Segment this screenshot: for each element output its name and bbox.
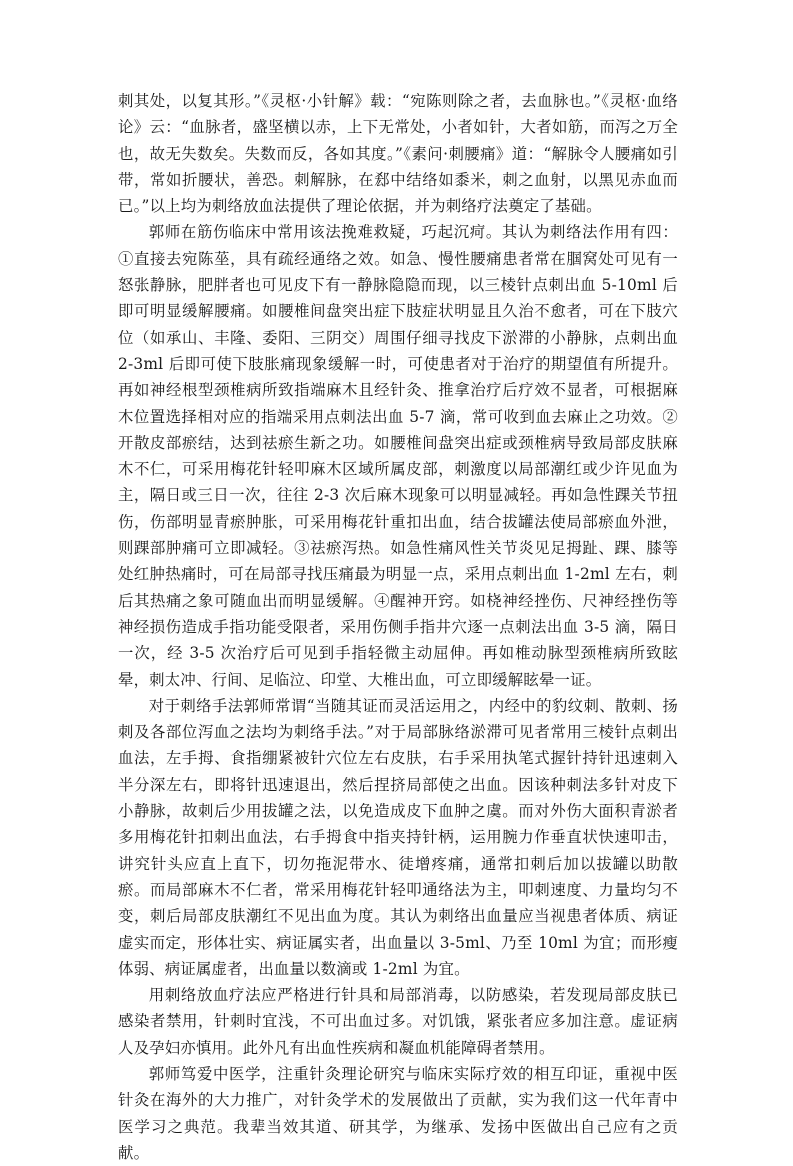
paragraph-four-effects: 郭师在筋伤临床中常用该法挽难救疑，巧起沉疴。其认为刺络法作用有四：①直接去宛陈莝，具有疏经通络之效。如急、慢性腰痛患者常在腘窝处可见有一怒张静脉，肥胖者也可见皮下有一静脉隐隐而现，以三棱针点刺出血 5-10ml 后即可明显缓解腰痛。如腰椎间盘突出症下肢症状明显且久治不愈者，可在下肢穴位（如承山、丰隆、委阳、三阴交）周围仔细寻找皮下淤滞的小静脉，点刺出血 2-3ml 后即可使下肢胀痛现象缓解一时，可使患者对于治疗的期望值有所提升。再如神经根型颈椎病所致指端麻木且经针灸、推拿治疗后疗效不显者，可根据麻木位置选择相对应的指端采用点刺法出血 5-7 滴，常可收到血去麻止之功效。②开散皮部瘀结，达到祛瘀生新之功。如腰椎间盘突出症或颈椎病导致局部皮肤麻木不仁，可采用梅花针轻叩麻木区域所属皮部，刺激度以局部潮红或少许见血为主，隔日或三日一次，往往 2-3 次后麻木现象可以明显减轻。再如急性踝关节扭伤，伤部明显青瘀肿胀，可采用梅花针重扣出血，结合拔罐法使局部瘀血外泄，则踝部肿痛可立即减轻。③祛瘀泻热。如急性痛风性关节炎见足拇趾、踝、膝等处红肿热痛时，可在局部寻找压痛最为明显一点，采用点刺出血 1-2ml 左右，刺后其热痛之象可随血出而明显缓解。④醒神开窍。如桡神经挫伤、尺神经挫伤等神经损伤造成手指功能受限者，采用伤侧手指井穴逐一点刺法出血 3-5 滴，隔日一次，经 3-5 次治疗后可见到手指轻微主动屈伸。再如椎动脉型颈椎病所致眩晕，刺太冲、行间、足临泣、印堂、大椎出血，可立即缓解眩晕一证。 xyxy=(118,223,678,689)
document-page xyxy=(118,88,678,1166)
paragraph-precautions: 用刺络放血疗法应严格进行针具和局部消毒，以防感染，若发现局部皮肤已感染者禁用，针刺时宜浅，不可出血过多。对饥饿，紧张者应多加注意。虚证病人及孕妇亦慎用。此外凡有出血性疾病和凝血机能障碍者禁用。 xyxy=(118,986,678,1057)
paragraph-theory-basis: 刺其处，以复其形。”《灵枢·小针解》载：“宛陈则除之者，去血脉也。”《灵枢·血络论》云：“血脉者，盛坚横以赤，上下无常处，小者如针，大者如筋，而泻之万全也，故无失数矣。失数而反，各如其度。”《素问·刺腰痛》道：“解脉令人腰痛如引带，常如折腰状，善恐。刺解脉，在郄中结络如黍米，刺之血射，以黑见赤血而已。”以上均为刺络放血法提供了理论依据，并为刺络疗法奠定了基础。 xyxy=(118,92,678,216)
paragraph-conclusion: 郭师笃爱中医学，注重针灸理论研究与临床实际疗效的相互印证，重视中医针灸在海外的大力推广，对针灸学术的发展做出了贡献，实为我们这一代年青中医学习之典范。我辈当效其道、研其学，为继承、发扬中医做出自己应有之贡献。 xyxy=(118,1064,678,1162)
paragraph-technique: 对于刺络手法郭师常谓“当随其证而灵活运用之，内经中的豹纹刺、散刺、扬刺及各部位泻血之法均为刺络手法。”对于局部脉络淤滞可见者常用三棱针点刺出血法，左手拇、食指绷紧被针穴位左右皮肤，右手采用执笔式握针持针迅速刺入半分深左右，即将针迅速退出，然后捏挤局部使之出血。因该种刺法多针对皮下小静脉，故刺后少用拔罐之法，以免造成皮下血肿之虞。而对外伤大面积青淤者多用梅花针扣刺出血法，右手拇食中指夹持针柄，运用腕力作垂直状快速叩击，讲究针头应直上直下，切勿拖泥带水、徒增疼痛，通常扣刺后加以拔罐以助散瘀。而局部麻木不仁者，常采用梅花针轻叩通络法为主，叩刺速度、力量均匀不变，刺后局部皮肤潮红不见出血为度。其认为刺络出血量应当视患者体质、病证虚实而定，形体壮实、病证属实者，出血量以 3-5ml、乃至 10ml 为宜；而形瘦体弱、病证属虚者，出血量以数滴或 1-2ml 为宜。 xyxy=(118,696,678,978)
